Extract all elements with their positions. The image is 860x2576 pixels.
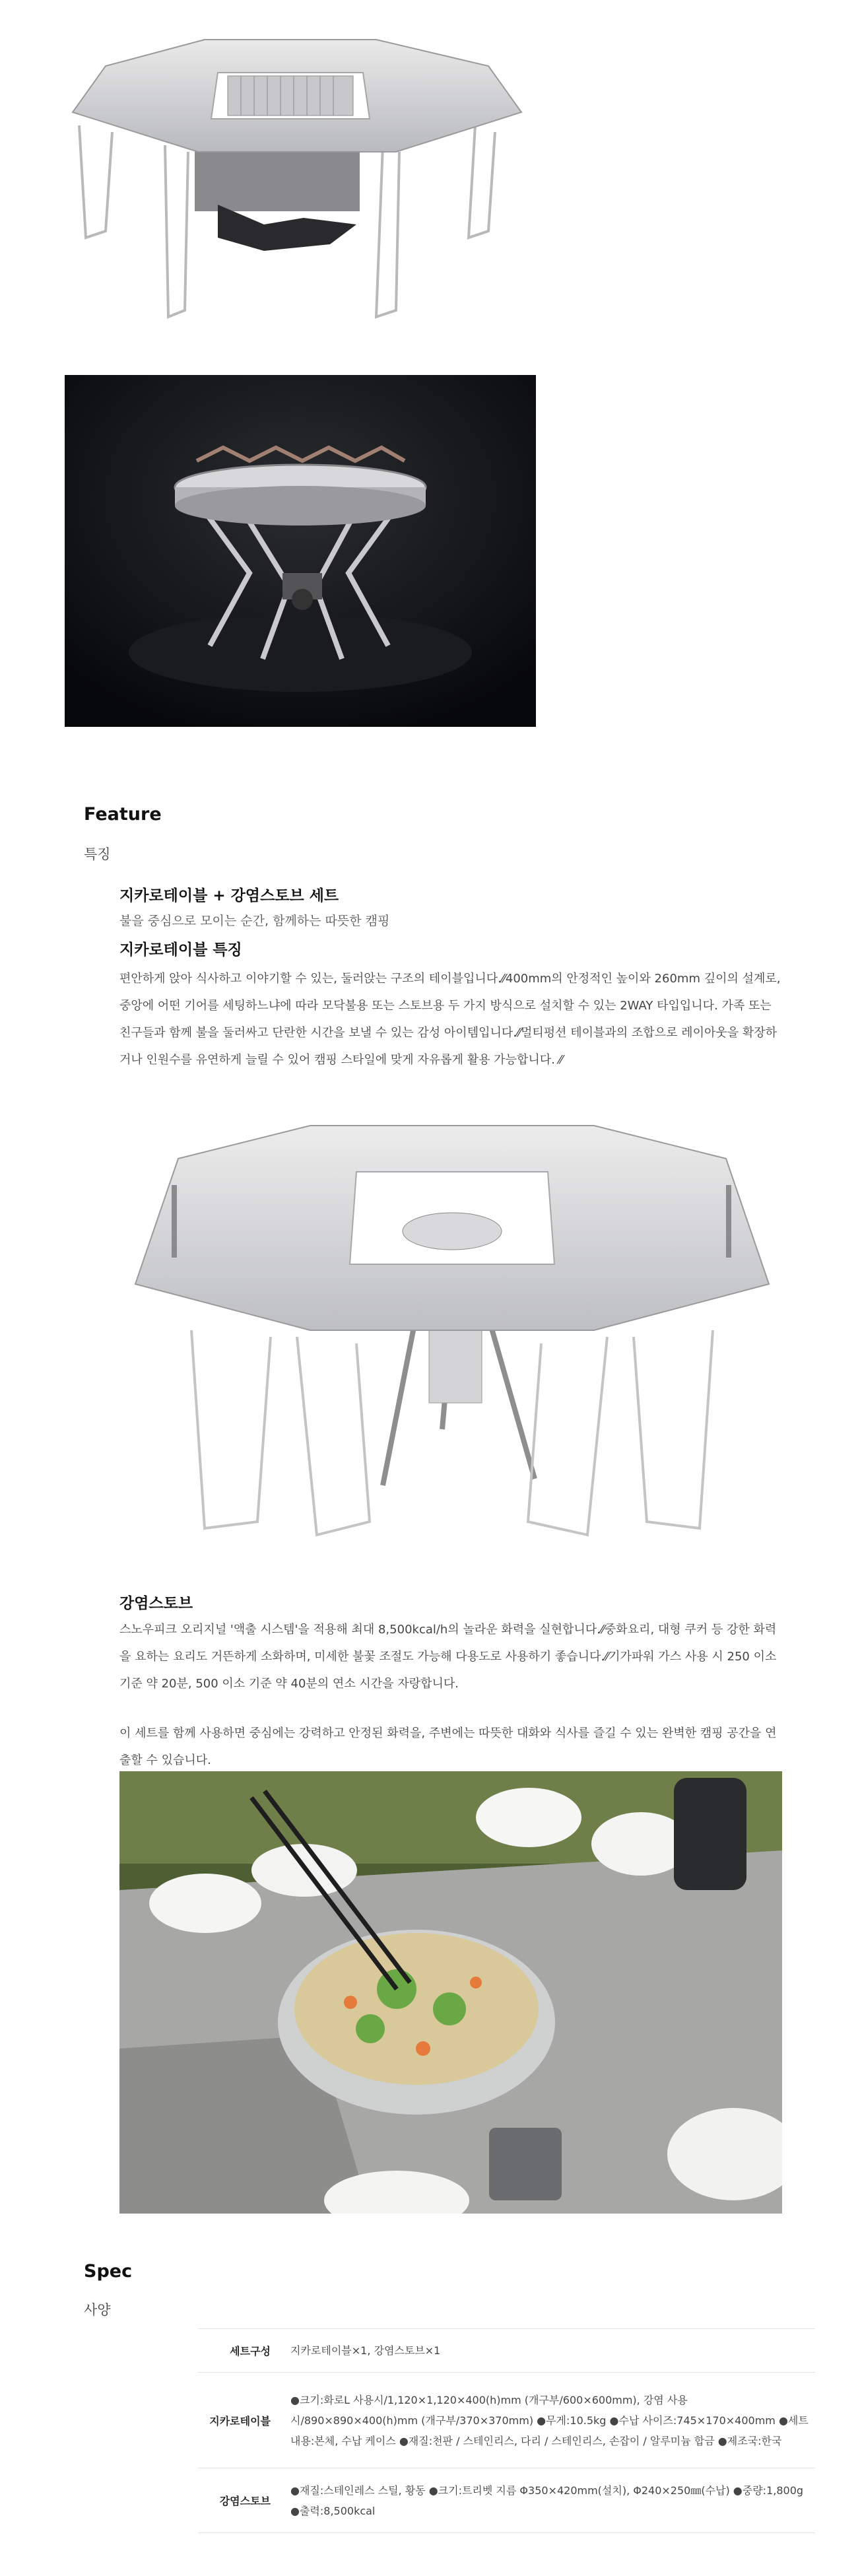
spec-subtitle: 사양 <box>84 2302 111 2318</box>
spec-value: ●크기:화로L 사용시/1,120×1,120×400(h)mm (개구부/600×600mm), 강염 사용시/890×890×400(h)mm (개구부/370×370mm) ●무게:10.5kg ●수납 사이즈:745×170×400mm ●세트 내용:본체, 수납 케이스 ●재질:천판 / 스테인리스, 다리 / 스테인리스, 손잡이 / 알루미늄 합금 ●제조국:한국 <box>290 2373 815 2468</box>
set-subtitle: 불을 중심으로 모이는 순간, 함께하는 따뜻한 캠핑 <box>119 914 390 928</box>
spec-value: 지카로테이블×1, 강염스토브×1 <box>290 2329 815 2373</box>
stove-black-background-photo <box>65 375 536 727</box>
spec-row <box>198 2468 815 2533</box>
spec-title: Spec <box>84 2261 133 2282</box>
spec-value: ●재질:스테인레스 스틸, 황동 ●크기:트리벳 지름 Φ350×420mm(설치), Φ240×250㎜(수납) ●중량:1,800g ●출력:8,500kcal <box>290 2468 815 2533</box>
spec-key: 지카로테이블 <box>198 2373 290 2468</box>
stove-title: 강염스토브 <box>119 1595 193 1612</box>
set-description: 이 세트를 함께 사용하면 중심에는 강력하고 안정된 화력을, 주변에는 따뜻한 대화와 식사를 즐길 수 있는 완벽한 캠핑 공간을 연출할 수 있습니다. <box>119 1726 777 1767</box>
jikaro-table-top-image <box>66 26 528 323</box>
spec-row <box>198 2373 815 2468</box>
jikaro-table-with-stove-image <box>132 1119 772 1555</box>
spec-table <box>198 2328 815 2533</box>
jikaro-features-title: 지카로테이블 특징 <box>119 941 242 959</box>
feature-title: Feature <box>84 804 162 825</box>
hotpot-cooking-photo <box>119 1771 782 2214</box>
feature-subtitle: 특징 <box>84 846 111 862</box>
set-title: 지카로테이블 + 강염스토브 세트 <box>119 887 339 904</box>
spec-key: 강염스토브 <box>198 2468 290 2533</box>
spec-key: 세트구성 <box>198 2329 290 2373</box>
stove-description: 스노우피크 오리지널 '액출 시스템'을 적용해 최대 8,500kcal/h의 놀라운 화력을 실현합니다.⁄⁄중화요리, 대형 쿠커 등 강한 화력을 요하는 요리도 거뜬하게 소화하며, 미세한 불꽃 조절도 가능해 다용도로 사용하기 좋습니다.⁄⁄기가파워 가스 사용 시 250 이소 기준 약 20분, 500 이소 기준 약 40분의 연소 시간을 자랑합니다. <box>119 1623 777 1691</box>
jikaro-description: 편안하게 앉아 식사하고 이야기할 수 있는, 둘러앉는 구조의 테이블입니다.⁄⁄400mm의 안정적인 높이와 260mm 깊이의 설계로, 중앙에 어떤 기어를 세팅하느냐에 따라 모닥불용 또는 스토브용 두 가지 방식으로 설치할 수 있는 2WAY 타입입니다. 가족 또는 친구들과 함께 불을 둘러싸고 단란한 시간을 보낼 수 있는 감성 아이템입니다.⁄⁄멀티펑션 테이블과의 조합으로 레이아웃을 확장하거나 인원수를 유연하게 늘릴 수 있어 캠핑 스타일에 맞게 자유롭게 활용 가능합니다. ⁄⁄ <box>119 972 781 1067</box>
spec-row <box>198 2329 815 2373</box>
